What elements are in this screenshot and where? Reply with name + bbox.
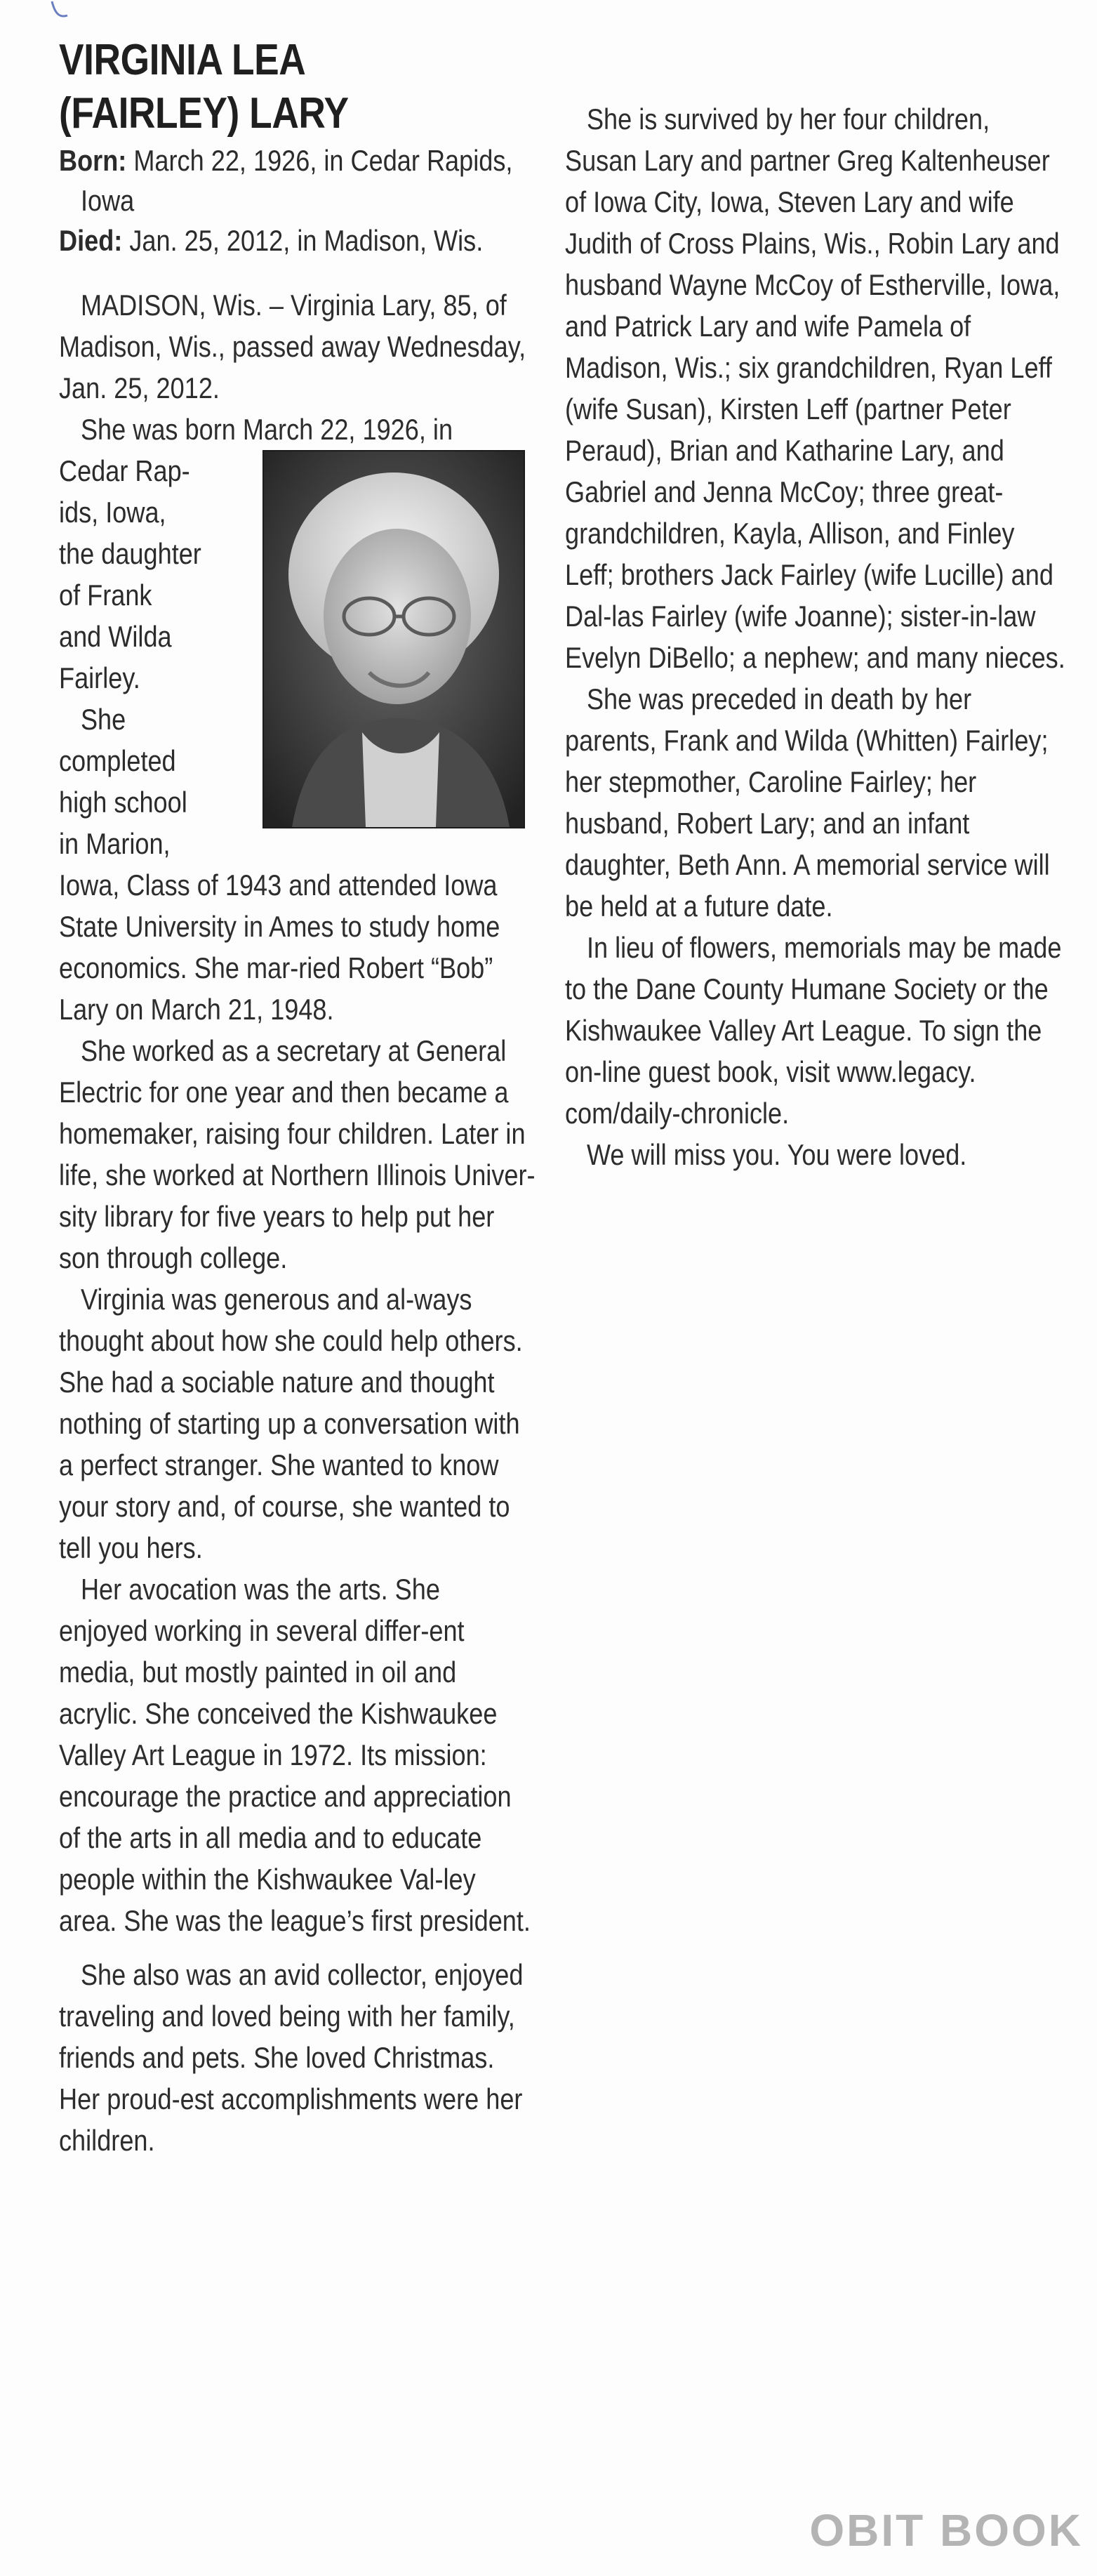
- wrap-line: She: [80, 703, 126, 736]
- paragraph-education-rest: Iowa, Class of 1943 and attended Iowa State University in Ames to study home economics. She mar-ried Robert “Bob” Lary on March 21, 1948.: [59, 868, 500, 1026]
- wrap-line: in Marion,: [59, 827, 171, 860]
- paragraph-memorials: In lieu of flowers, memorials may be made to the Dane County Humane Society or the Kishwaukee Valley Art League. To sign the on-line guest book, visit www.legacy. com/daily-chronicle.: [565, 931, 1062, 1130]
- obit-book-stamp: OBIT BOOK: [809, 2505, 1083, 2556]
- wrap-line: completed: [59, 744, 176, 777]
- wrap-line: and Wilda: [59, 620, 172, 653]
- paragraph-work: She worked as a secretary at General Electric for one year and then became a homemaker, raising four children. Later in life, she worked at Northern Illinois Univer-sity library for five years to help put her son through college.: [59, 1034, 536, 1274]
- paragraph-intro: MADISON, Wis. – Virginia Lary, 85, of Madison, Wis., passed away Wednesday, Jan. 25, 2012.: [59, 289, 526, 404]
- born-text: March 22, 1926, in Cedar Rapids, Iowa: [80, 144, 513, 217]
- paragraph-arts: Her avocation was the arts. She enjoyed working in several differ-ent media, but mostly painted in oil and acrylic. She conceived the Kishwaukee Valley Art League in 1972. Its mission: encourage the practice and appreciation of the arts in all media and to educate people within the Kishwaukee Val-ley area. She was the league’s first president.: [59, 1573, 531, 1937]
- wrap-line: Fairley.: [59, 661, 140, 694]
- paragraph-preceded: She was preceded in death by her parents, Frank and Wilda (Whitten) Fairley; her stepmother, Caroline Fairley; her husband, Robert Lary; and an infant daughter, Beth Ann. A memorial service will be held at a future date.: [565, 682, 1050, 923]
- headline-line-1: VIRGINIA LEA: [59, 36, 306, 84]
- wrap-line: Cedar Rap-: [59, 454, 190, 487]
- paragraph-born-first-line: She was born March 22, 1926, in: [80, 413, 453, 446]
- wrap-line: the daughter: [59, 537, 201, 570]
- paragraph-collector: She also was an avid collector, enjoyed traveling and loved being with her family, friends and pets. She loved Christmas. Her proud-est accomplishments were her children.: [59, 1958, 524, 2157]
- photo-wrap-block: [59, 450, 536, 864]
- born-label: Born:: [59, 144, 127, 177]
- wrap-line: ids, Iowa,: [59, 496, 166, 529]
- portrait-photo-icon: [264, 451, 524, 827]
- died-label: Died:: [59, 224, 123, 257]
- wrap-line: of Frank: [59, 579, 152, 612]
- died-line: [59, 220, 557, 260]
- paragraph-survivors: She is survived by her four children, Susan Lary and partner Greg Kaltenheuser of Iowa City, Iowa, Steven Lary and wife Judith of Cross Plains, Wis., Robin Lary and husband Wayne McCoy of Estherville, Iowa, and Patrick Lary and wife Pamela of Madison, Wis.; six grandchildren, Ryan Leff (wife Susan), Kirsten Leff (partner Peter Peraud), Brian and Katharine Lary, and Gabriel and Jenna McCoy; three great-grandchildren, Kayla, Allison, and Finley Leff; brothers Jack Fairley (wife Lucille) and Dal-las Fairley (wife Joanne); sister-in-law Evelyn DiBello; a nephew; and many nieces.: [565, 103, 1065, 674]
- died-text: Jan. 25, 2012, in Madison, Wis.: [129, 224, 484, 257]
- obituary-headline: [59, 34, 530, 140]
- paragraph-generous: Virginia was generous and al-ways thought about how she could help others. She had a sociable nature and thought nothing of starting up a conversation with a perfect stranger. She wanted to know your story and, of course, she wanted to tell you hers.: [59, 1283, 523, 1564]
- paragraph-education-wrapped: [59, 699, 228, 864]
- born-line: [59, 140, 557, 220]
- right-column: [565, 98, 1067, 1175]
- left-column: [59, 34, 536, 2161]
- paragraph-closing: We will miss you. You were loved.: [586, 1138, 967, 1171]
- headline-line-2: (FAIRLEY) LARY: [59, 89, 349, 138]
- portrait-photo: [262, 450, 525, 828]
- pen-mark-icon: [49, 0, 77, 28]
- paragraph-born-wrapped: [59, 450, 228, 699]
- wrap-line: high school: [59, 786, 187, 819]
